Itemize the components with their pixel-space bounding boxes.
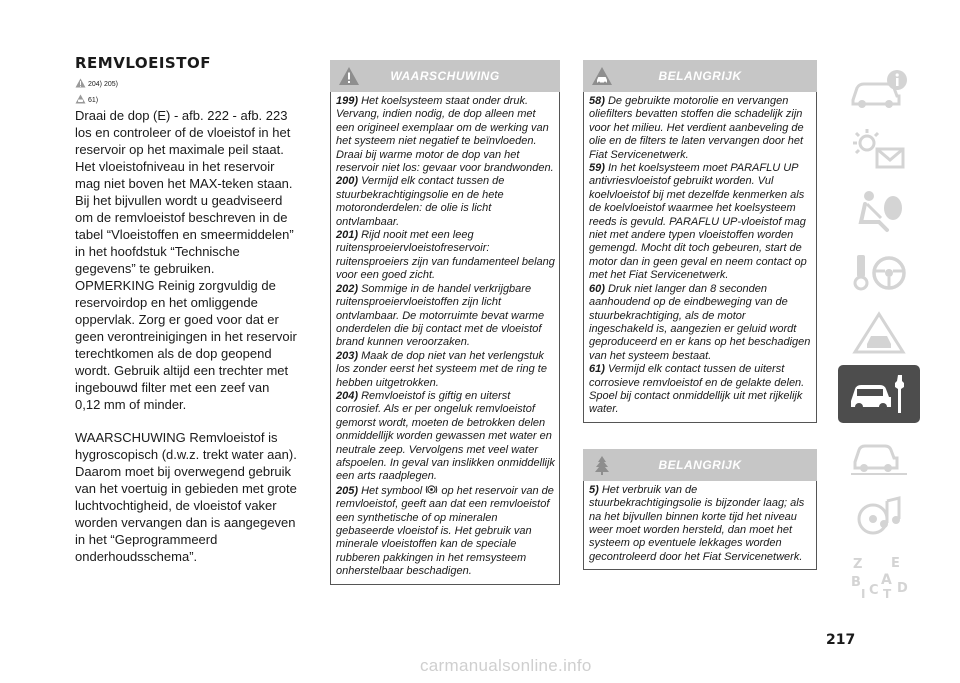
car-wrench-icon: [847, 371, 911, 417]
item-text: Het symbool: [361, 484, 423, 497]
warning-item: [336, 390, 555, 484]
paragraph: Draai de dop (E) - afb. 222 - afb. 223 los en controleer of de vloeistof in het reservoir op het maximale peil staat.: [75, 108, 291, 157]
important-heading: BELANGRIJK: [658, 457, 742, 472]
important-heading: BELANGRIJK: [658, 69, 742, 83]
item-number: 204): [336, 389, 359, 402]
important-body: [583, 92, 817, 423]
warning-triangle-icon: [338, 65, 360, 87]
page-number: 217: [826, 632, 856, 648]
paragraph: WAARSCHUWING Remvloeistof is hygroscopisch (d.w.z. trekt water aan). Daarom moet bij overwegend gebruik van het voertuig in gebieden met grote luchtvochtigheid, de vloeistof vaker worden vervangen dan is aangegeven in het “Geprogrammeerd onderhoudsschema”.: [75, 430, 297, 564]
car-attention-icon: [591, 65, 613, 87]
warning-triangle-icon: [847, 310, 911, 356]
multimedia-icon: [847, 493, 911, 539]
item-text: Rijd nooit met een leeg ruitensproeiervloeistofreservoir: ruitensproeiers zijn van fundamenteel belang voor een goed zicht.: [336, 229, 555, 282]
item-text: Remvloeistof is giftig en uiterst corrosief. Als er per ongeluk remvloeistof gemorst wordt, moeten de betrokken delen onmiddellijk worden gewassen met water en neutrale zeep. Vervolgens met veel water afspoelen. In geval van inslikken onmiddellijk een arts raadplegen.: [336, 389, 555, 483]
tab-index[interactable]: [838, 548, 920, 606]
important-item: [589, 283, 812, 363]
brake-fluid-symbol-icon: [425, 484, 438, 495]
important-item: [589, 484, 812, 564]
index-letter: B: [851, 575, 861, 590]
warning-item: [336, 350, 555, 390]
index-letter: T: [883, 587, 892, 600]
item-number: 5): [589, 483, 599, 496]
tab-car-info[interactable]: [838, 60, 920, 118]
warning-item: [336, 175, 555, 229]
item-text: op het reservoir van de remvloeistof, geeft aan dat een remvloeistof een synthetische of op mineralen gebaseerde vloeistof is. Het gebruik van minerale vloeistoffen kan de speciale rubberen pakkingen in het remsysteem onherstelbaar beschadigen.: [336, 484, 554, 578]
index-letter: D: [897, 581, 908, 596]
tab-emergency[interactable]: [838, 304, 920, 362]
index-letter: A: [881, 572, 892, 588]
car-info-icon: [847, 66, 911, 112]
car-specs-icon: [847, 432, 911, 478]
warning-heading: WAARSCHUWING: [390, 69, 500, 83]
tab-seat-airbag[interactable]: [838, 182, 920, 240]
item-text: Vermijd elk contact tussen de uiterst corrosieve remvloeistof en de gelakte delen. Spoel bij contact onmiddellijk uit met rijkelijk water.: [589, 363, 805, 416]
reference-warning-1: [75, 74, 297, 88]
item-number: 200): [336, 175, 359, 188]
important-body: [583, 481, 817, 570]
warning-item: [336, 283, 555, 350]
section-title: REMVLOEISTOF: [75, 54, 211, 72]
index-letter: I: [861, 587, 866, 600]
warning-body: [330, 92, 560, 585]
tab-multimedia[interactable]: [838, 487, 920, 545]
reference-numbers: 61): [88, 97, 99, 104]
reference-numbers: 204) 205): [88, 81, 118, 88]
dashboard-lights-icon: [847, 127, 911, 173]
important-item: [589, 363, 812, 417]
item-text: Het verbruik van de stuurbekrachtigingsolie is bijzonder laag; als na het bijvullen binnen korte tijd het niveau weer moet worden hersteld, dan moet het systeem op eventuele lekkages worden gecontroleerd door het Fiat Servicenetwerk.: [589, 483, 805, 563]
important-column: [583, 60, 817, 570]
item-number: 199): [336, 95, 359, 107]
warning-item: [336, 229, 555, 283]
seat-airbag-icon: [847, 188, 911, 234]
item-text: Druk niet langer dan 8 seconden aanhoudend op de eindbeweging van de stuurbekrachtiging, als de motor ingeschakeld is, aangezien er geluid wordt geproduceerd en er kans op het beschadigen van het systeem bestaat.: [589, 282, 811, 362]
index-letter: E: [891, 556, 900, 571]
alphabet-index-icon: [847, 554, 911, 600]
important-item: [589, 95, 812, 162]
warning-header: [330, 60, 560, 92]
tab-key-steering[interactable]: [838, 243, 920, 301]
item-number: 205): [336, 484, 359, 497]
reference-important-1: [75, 90, 297, 104]
main-section: [75, 54, 297, 565]
item-number: 58): [589, 95, 605, 107]
index-letter: Z: [853, 557, 863, 572]
important-header: [583, 60, 817, 92]
environment-icon: [591, 454, 613, 476]
car-attention-icon: [75, 94, 86, 104]
warning-triangle-icon: [75, 78, 86, 88]
warning-item: [336, 95, 555, 175]
paragraph: Het vloeistofniveau in het reservoir mag niet boven het MAX-teken staan. Bij het bijvullen wordt u geadviseerd om de remvloeistof beschreven in de tabel “Vloeistoffen en smeermiddelen” in het hoofdstuk “Technische gegevens” te gebruiken.: [75, 159, 294, 276]
item-text: Vermijd elk contact tussen de stuurbekrachtigingsolie en de hete motoronderdelen: de olie is licht ontvlambaar.: [336, 175, 505, 228]
item-number: 59): [589, 162, 605, 175]
item-text: Het koelsysteem staat onder druk. Vervang, indien nodig, de dop alleen met een origineel exemplaar om de werking van het systeem niet negatief te beïnvloeden. Draai bij warme motor de dop van het reservoir niet los: gevaar voor brandwonden.: [336, 95, 554, 175]
chapter-tabs: [838, 60, 920, 609]
item-text: De gebruikte motorolie en vervangen oliefilters bevatten stoffen die schadelijk zijn voor het milieu. Het verdient aanbeveling de olie en de filters te laten vervangen door het Fiat Servicenetwerk.: [589, 95, 804, 161]
key-steering-icon: [847, 249, 911, 295]
warning-panel: [330, 60, 560, 585]
item-text: Maak de dop niet van het verlengstuk los zonder eerst het systeem met de ring te hebben uitgetrokken.: [336, 349, 547, 389]
warning-item: [336, 484, 555, 579]
tab-dashboard-lights[interactable]: [838, 121, 920, 179]
important-header: [583, 449, 817, 481]
paragraph: OPMERKING Reinig zorgvuldig de reservoirdop en het omliggende oppervlak. Zorg er goed voor dat er geen verontreinigingen in het reservoir terechtkomen als de dop geopend wordt. Gebruik altijd een trechter met ingebouwd filter met een zeef van 0,12 mm of minder.: [75, 278, 297, 412]
item-number: 203): [336, 349, 359, 362]
section-body: [75, 107, 297, 565]
item-text: In het koelsysteem moet PARAFLU UP antivriesvloeistof gebruikt worden. Vul koelvloeistof bij met dezelfde kenmerken als de koelvloeistof waarmee het koelsysteem reeds is gevuld. PARAFLU UP-vloeistof mag niet met andere typen vloeistoffen worden gemengd. Mocht dit toch gebeuren, start de motor dan in geen geval en neem contact op met het Fiat Servicenetwerk.: [589, 162, 807, 282]
item-number: 60): [589, 282, 605, 295]
item-number: 201): [336, 229, 359, 242]
item-number: 61): [589, 363, 605, 376]
tab-technical-data[interactable]: [838, 426, 920, 484]
important-item: [589, 162, 812, 283]
item-number: 202): [336, 282, 359, 295]
watermark: carmanualsonline.info: [420, 656, 592, 675]
index-letter: C: [869, 583, 879, 598]
item-text: Sommige in de handel verkrijgbare ruitensproeiervloeistoffen zijn licht ontvlambaar. De motorruimte bevat warme onderdelen die bij contact met de vloeistof brand kunnen veroorzaken.: [336, 282, 545, 349]
tab-maintenance[interactable]: [838, 365, 920, 423]
